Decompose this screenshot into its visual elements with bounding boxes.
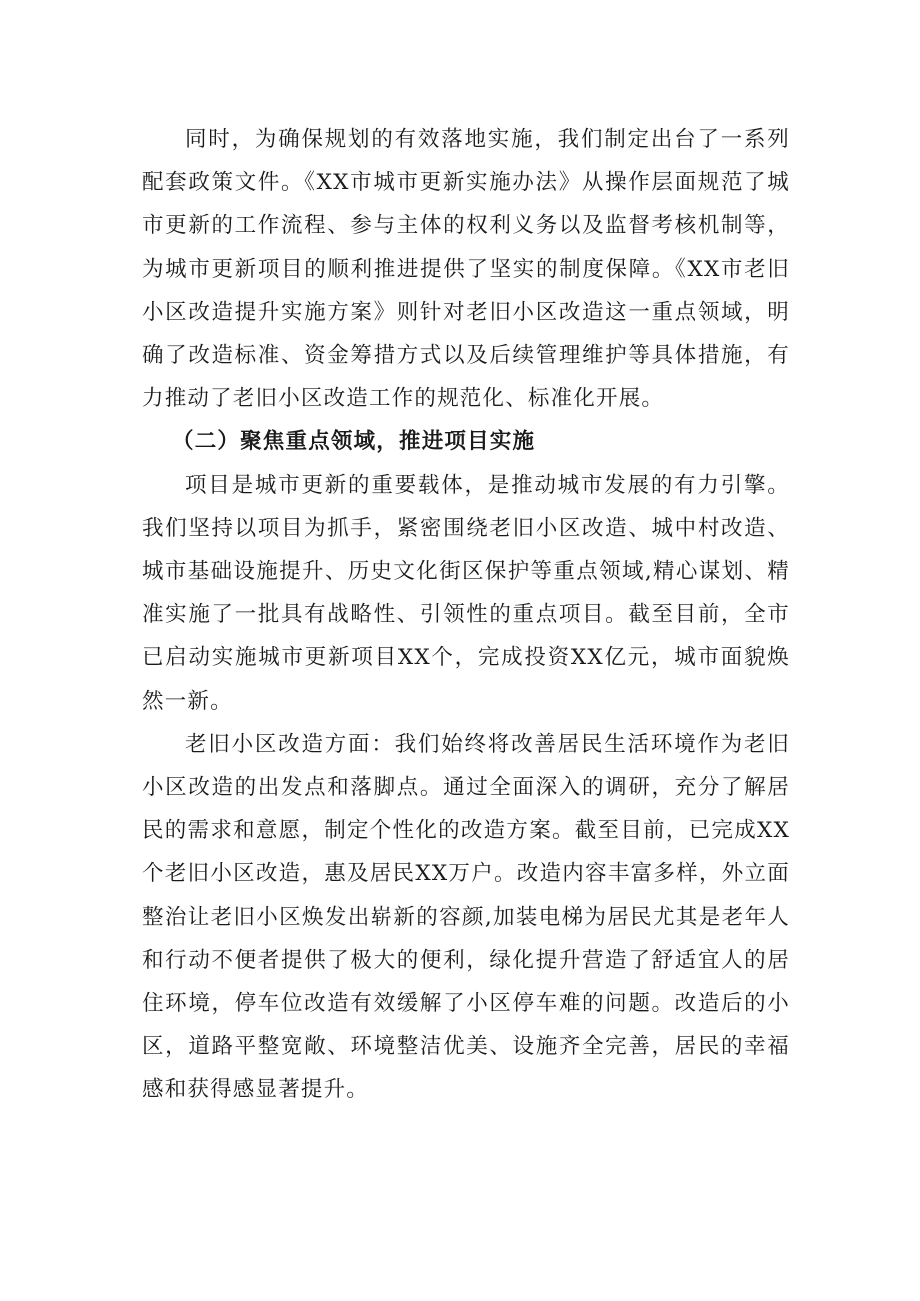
paragraph-key-projects: 项目是城市更新的重要载体，是推动城市发展的有力引擎。我们坚持以项目为抓手，紧密围绕老旧小区改造、城中村改造、城市基础设施提升、历史文化街区保护等重点领域,精心谋划、精准实施了一批具有战略性、引领性的重点项目。截至目前，全市已启动实施城市更新项目XX个，完成投资XX亿元，城市面貌焕然一新。 bbox=[142, 472, 790, 714]
section-heading: （二）聚焦重点领域，推进项目实施 bbox=[172, 429, 536, 455]
paragraph-policy-documents: 同时，为确保规划的有效落地实施，我们制定出台了一系列配套政策文件。《XX市城市更新实施办法》从操作层面规范了城市更新的工作流程、参与主体的权利义务以及监督考核机制等，为城市更新项目的顺利推进提供了坚实的制度保障。《XX市老旧小区改造提升实施方案》则针对老旧小区改造这一重点领域，明确了改造标准、资金筹措方式以及后续管理维护等具体措施，有力推动了老旧小区改造工作的规范化、标准化开展。 bbox=[142, 127, 790, 412]
paragraph-old-community-renovation: 老旧小区改造方面：我们始终将改善居民生活环境作为老旧小区改造的出发点和落脚点。通过全面深入的调研，充分了解居民的需求和意愿，制定个性化的改造方案。截至目前，已完成XX个老旧小区改造，惠及居民XX万户。改造内容丰富多样，外立面整治让老旧小区焕发出崭新的容颜,加装电梯为居民尤其是老年人和行动不便者提供了极大的便利，绿化提升营造了舒适宜人的居住环境，停车位改造有效缓解了小区停车难的问题。改造后的小区，道路平整宽敞、环境整洁优美、设施齐全完善，居民的幸福感和获得感显著提升。 bbox=[142, 731, 790, 1103]
document-body bbox=[142, 118, 790, 1112]
